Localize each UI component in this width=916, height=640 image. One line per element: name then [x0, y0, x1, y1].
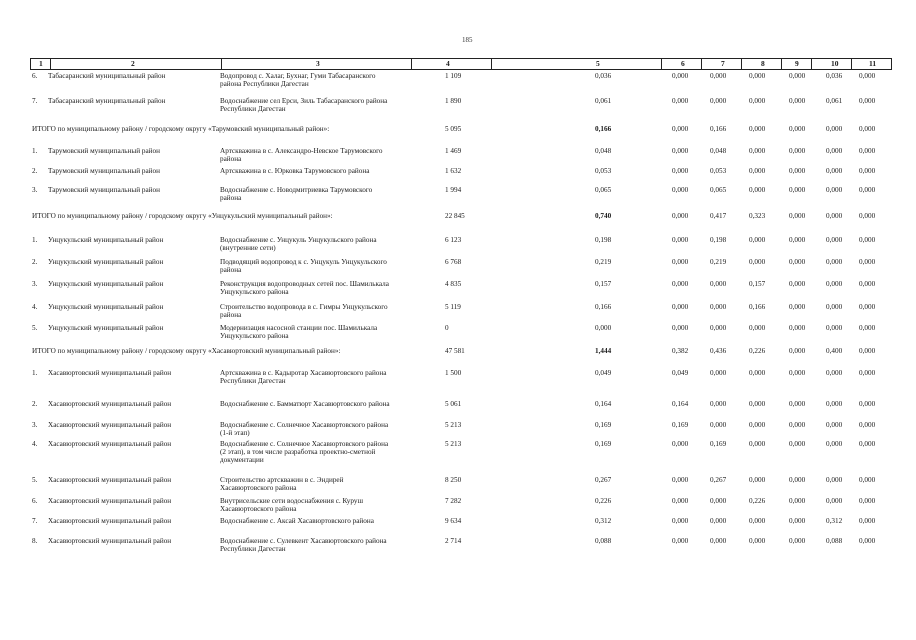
year-value-cell: 0,000	[859, 147, 876, 155]
year-value-cell: 0,000	[789, 72, 806, 80]
year-value-cell: 0,166	[749, 303, 766, 311]
year-value-cell: 0,000	[859, 497, 876, 505]
header-cell: 6	[681, 59, 685, 68]
year-value-cell: 0,169	[672, 421, 689, 429]
object-cell: Артскважина в с. Юрковка Тарумовского района	[220, 167, 370, 175]
year-value-cell: 0,436	[710, 347, 727, 355]
year-value-cell: 0,000	[672, 258, 689, 266]
population-cell: 6 768	[445, 258, 462, 266]
population-cell: 1 632	[445, 167, 462, 175]
year-value-cell: 0,323	[749, 212, 766, 220]
year-value-cell: 0,000	[826, 236, 843, 244]
row-number: 7.	[32, 97, 38, 105]
row-number: 5.	[32, 324, 38, 332]
year-value-cell: 0,000	[710, 369, 727, 377]
total-cell: 0,312	[595, 517, 612, 525]
object-cell: Водоснабжение с. Унцукуль Унцукульского района (внутренние сети)	[220, 236, 377, 252]
year-value-cell: 0,000	[826, 303, 843, 311]
year-value-cell: 0,417	[710, 212, 727, 220]
year-value-cell: 0,000	[749, 517, 766, 525]
year-value-cell: 0,000	[789, 236, 806, 244]
population-cell: 1 500	[445, 369, 462, 377]
year-value-cell: 0,000	[859, 347, 876, 355]
district-cell: Хасавюртовский муниципальный район	[48, 400, 172, 408]
year-value-cell: 0,061	[826, 97, 843, 105]
page-number: 185	[462, 36, 473, 44]
row-number: 5.	[32, 476, 38, 484]
year-value-cell: 0,000	[789, 537, 806, 545]
year-value-cell: 0,000	[672, 97, 689, 105]
year-value-cell: 0,000	[789, 212, 806, 220]
population-cell: 2 714	[445, 537, 462, 545]
population-cell: 5 119	[445, 303, 461, 311]
row-number: 2.	[32, 258, 38, 266]
total-cell: 0,088	[595, 537, 612, 545]
year-value-cell: 0,000	[789, 369, 806, 377]
year-value-cell: 0,000	[672, 497, 689, 505]
population-cell: 1 994	[445, 186, 462, 194]
row-number: 3.	[32, 421, 38, 429]
population-cell: 22 845	[445, 212, 465, 220]
total-cell: 0,049	[595, 369, 612, 377]
district-cell: Тарумовский муниципальный район	[48, 186, 160, 194]
year-value-cell: 0,000	[859, 280, 876, 288]
district-cell: Табасаранский муниципальный район	[48, 72, 166, 80]
year-value-cell: 0,000	[710, 303, 727, 311]
year-value-cell: 0,000	[826, 324, 843, 332]
year-value-cell: 0,000	[859, 400, 876, 408]
header-cell: 5	[596, 59, 600, 68]
total-cell: 0,061	[595, 97, 612, 105]
year-value-cell: 0,000	[672, 186, 689, 194]
total-cell: 0,036	[595, 72, 612, 80]
row-number: 6.	[32, 72, 38, 80]
year-value-cell: 0,000	[710, 324, 727, 332]
year-value-cell: 0,000	[672, 280, 689, 288]
year-value-cell: 0,048	[710, 147, 727, 155]
header-cell: 2	[131, 59, 135, 68]
year-value-cell: 0,000	[749, 258, 766, 266]
year-value-cell: 0,000	[749, 97, 766, 105]
year-value-cell: 0,000	[789, 517, 806, 525]
year-value-cell: 0,000	[859, 97, 876, 105]
year-value-cell: 0,000	[789, 476, 806, 484]
year-value-cell: 0,000	[826, 167, 843, 175]
total-label: ИТОГО по муниципальному району / городскому округу «Тарумовский муниципальный район»:	[32, 125, 330, 133]
year-value-cell: 0,036	[826, 72, 843, 80]
year-value-cell: 0,000	[826, 497, 843, 505]
district-cell: Унцукульский муниципальный район	[48, 280, 164, 288]
total-label: ИТОГО по муниципальному району / городскому округу «Хасавюртовский муниципальный район»:	[32, 347, 341, 355]
table-header	[30, 58, 892, 70]
year-value-cell: 0,000	[789, 421, 806, 429]
year-value-cell: 0,000	[789, 324, 806, 332]
row-number: 7.	[32, 517, 38, 525]
year-value-cell: 0,000	[859, 476, 876, 484]
year-value-cell: 0,000	[826, 125, 843, 133]
year-value-cell: 0,000	[859, 212, 876, 220]
object-cell: Водоснабжение с. Аксай Хасавюртовского района	[220, 517, 374, 525]
district-cell: Табасаранский муниципальный район	[48, 97, 166, 105]
year-value-cell: 0,000	[789, 97, 806, 105]
header-cell: 8	[761, 59, 765, 68]
year-value-cell: 0,000	[749, 167, 766, 175]
year-value-cell: 0,000	[672, 125, 689, 133]
row-number: 2.	[32, 167, 38, 175]
year-value-cell: 0,000	[826, 421, 843, 429]
population-cell: 5 213	[445, 440, 462, 448]
year-value-cell: 0,000	[859, 167, 876, 175]
year-value-cell: 0,000	[710, 400, 727, 408]
total-cell: 0,198	[595, 236, 612, 244]
total-cell: 0,166	[595, 125, 612, 133]
district-cell: Тарумовский муниципальный район	[48, 147, 160, 155]
year-value-cell: 0,000	[749, 440, 766, 448]
total-cell: 0,048	[595, 147, 612, 155]
year-value-cell: 0,000	[672, 303, 689, 311]
year-value-cell: 0,000	[859, 72, 876, 80]
object-cell: Артскважина в с. Кадыротар Хасавюртовского района Республики Дагестан	[220, 369, 387, 385]
year-value-cell: 0,000	[789, 280, 806, 288]
year-value-cell: 0,000	[672, 167, 689, 175]
population-cell: 5 095	[445, 125, 462, 133]
row-number: 3.	[32, 186, 38, 194]
header-cell: 10	[831, 59, 839, 68]
year-value-cell: 0,000	[859, 303, 876, 311]
year-value-cell: 0,000	[710, 421, 727, 429]
year-value-cell: 0,000	[859, 186, 876, 194]
year-value-cell: 0,000	[826, 476, 843, 484]
year-value-cell: 0,000	[826, 280, 843, 288]
year-value-cell: 0,000	[672, 72, 689, 80]
total-cell: 0,169	[595, 440, 612, 448]
year-value-cell: 0,000	[710, 497, 727, 505]
population-cell: 47 581	[445, 347, 465, 355]
year-value-cell: 0,000	[826, 400, 843, 408]
population-cell: 0	[445, 324, 449, 332]
population-cell: 9 634	[445, 517, 462, 525]
object-cell: Модернизация насосной станции пос. Шамилькала Унцукульского района	[220, 324, 378, 340]
year-value-cell: 0,000	[749, 400, 766, 408]
year-value-cell: 0,000	[672, 324, 689, 332]
district-cell: Хасавюртовский муниципальный район	[48, 497, 172, 505]
year-value-cell: 0,226	[749, 347, 766, 355]
year-value-cell: 0,000	[749, 476, 766, 484]
population-cell: 5 213	[445, 421, 462, 429]
year-value-cell: 0,000	[826, 258, 843, 266]
total-cell: 1,444	[595, 347, 612, 355]
total-cell: 0,226	[595, 497, 612, 505]
year-value-cell: 0,000	[859, 440, 876, 448]
population-cell: 6 123	[445, 236, 462, 244]
year-value-cell: 0,000	[826, 440, 843, 448]
object-cell: Водопровод с. Халаг, Бухнаг, Гуми Табасаранского района Республики Дагестан	[220, 72, 376, 88]
year-value-cell: 0,000	[789, 186, 806, 194]
total-cell: 0,267	[595, 476, 612, 484]
year-value-cell: 0,000	[749, 369, 766, 377]
object-cell: Внутрисельские сети водоснабжения с. Куруш Хасавюртовского района	[220, 497, 363, 513]
object-cell: Водоснабжение с. Новодмитриевка Тарумовского района	[220, 186, 373, 202]
year-value-cell: 0,382	[672, 347, 689, 355]
row-number: 6.	[32, 497, 38, 505]
total-cell: 0,169	[595, 421, 612, 429]
district-cell: Унцукульский муниципальный район	[48, 303, 164, 311]
total-cell: 0,157	[595, 280, 612, 288]
year-value-cell: 0,000	[749, 421, 766, 429]
total-cell: 0,740	[595, 212, 612, 220]
district-cell: Хасавюртовский муниципальный район	[48, 476, 172, 484]
year-value-cell: 0,000	[859, 517, 876, 525]
year-value-cell: 0,000	[672, 212, 689, 220]
year-value-cell: 0,053	[710, 167, 727, 175]
population-cell: 5 061	[445, 400, 462, 408]
year-value-cell: 0,000	[672, 537, 689, 545]
district-cell: Хасавюртовский муниципальный район	[48, 537, 172, 545]
year-value-cell: 0,267	[710, 476, 727, 484]
year-value-cell: 0,000	[710, 97, 727, 105]
year-value-cell: 0,000	[859, 324, 876, 332]
object-cell: Строительство артскважин в с. Эндирей Хасавюртовского района	[220, 476, 344, 492]
row-number: 8.	[32, 537, 38, 545]
year-value-cell: 0,000	[859, 236, 876, 244]
year-value-cell: 0,000	[749, 324, 766, 332]
population-cell: 1 469	[445, 147, 462, 155]
row-number: 2.	[32, 400, 38, 408]
year-value-cell: 0,000	[789, 497, 806, 505]
year-value-cell: 0,000	[710, 517, 727, 525]
year-value-cell: 0,000	[789, 347, 806, 355]
header-cell: 9	[795, 59, 799, 68]
year-value-cell: 0,169	[710, 440, 727, 448]
total-cell: 0,000	[595, 324, 612, 332]
year-value-cell: 0,000	[826, 147, 843, 155]
row-number: 4.	[32, 440, 38, 448]
year-value-cell: 0,164	[672, 400, 689, 408]
year-value-cell: 0,000	[749, 537, 766, 545]
total-label: ИТОГО по муниципальному району / городскому округу «Унцукульский муниципальный район»:	[32, 212, 333, 220]
population-cell: 7 282	[445, 497, 462, 505]
year-value-cell: 0,000	[789, 303, 806, 311]
year-value-cell: 0,000	[789, 258, 806, 266]
population-cell: 4 835	[445, 280, 462, 288]
district-cell: Хасавюртовский муниципальный район	[48, 421, 172, 429]
year-value-cell: 0,400	[826, 347, 843, 355]
year-value-cell: 0,000	[749, 125, 766, 133]
year-value-cell: 0,000	[789, 400, 806, 408]
year-value-cell: 0,000	[672, 440, 689, 448]
row-number: 1.	[32, 369, 38, 377]
year-value-cell: 0,000	[672, 236, 689, 244]
district-cell: Тарумовский муниципальный район	[48, 167, 160, 175]
total-cell: 0,166	[595, 303, 612, 311]
year-value-cell: 0,000	[749, 147, 766, 155]
year-value-cell: 0,000	[710, 280, 727, 288]
district-cell: Хасавюртовский муниципальный район	[48, 369, 172, 377]
year-value-cell: 0,000	[859, 125, 876, 133]
district-cell: Хасавюртовский муниципальный район	[48, 517, 172, 525]
year-value-cell: 0,000	[789, 147, 806, 155]
object-cell: Строительство водопровода в с. Гимры Унцукульского района	[220, 303, 388, 319]
total-cell: 0,065	[595, 186, 612, 194]
object-cell: Подводящий водопровод к с. Унцукуль Унцукульского района	[220, 258, 387, 274]
header-cell: 3	[316, 59, 320, 68]
year-value-cell: 0,000	[672, 476, 689, 484]
year-value-cell: 0,226	[749, 497, 766, 505]
year-value-cell: 0,157	[749, 280, 766, 288]
year-value-cell: 0,000	[789, 440, 806, 448]
year-value-cell: 0,088	[826, 537, 843, 545]
header-cell: 1	[39, 59, 43, 68]
year-value-cell: 0,000	[826, 212, 843, 220]
row-number: 1.	[32, 147, 38, 155]
row-number: 3.	[32, 280, 38, 288]
header-cell: 7	[721, 59, 725, 68]
district-cell: Хасавюртовский муниципальный район	[48, 440, 172, 448]
year-value-cell: 0,065	[710, 186, 727, 194]
year-value-cell: 0,049	[672, 369, 689, 377]
row-number: 1.	[32, 236, 38, 244]
year-value-cell: 0,000	[710, 537, 727, 545]
year-value-cell: 0,000	[749, 72, 766, 80]
district-cell: Унцукульский муниципальный район	[48, 258, 164, 266]
year-value-cell: 0,000	[789, 167, 806, 175]
object-cell: Водоснабжение с. Солнечное Хасавюртовского района (2 этап), в том числе разработка проектно-сметной документации	[220, 440, 389, 464]
year-value-cell: 0,219	[710, 258, 727, 266]
object-cell: Водоснабжение сел Ерси, Зиль Табасаранского района Республики Дагестан	[220, 97, 388, 113]
object-cell: Водоснабжение с. Солнечное Хасавюртовского района (1-й этап)	[220, 421, 389, 437]
year-value-cell: 0,198	[710, 236, 727, 244]
year-value-cell: 0,000	[826, 369, 843, 377]
year-value-cell: 0,000	[859, 258, 876, 266]
year-value-cell: 0,000	[789, 125, 806, 133]
year-value-cell: 0,000	[859, 369, 876, 377]
year-value-cell: 0,000	[749, 236, 766, 244]
year-value-cell: 0,000	[859, 421, 876, 429]
object-cell: Реконструкция водопроводных сетей пос. Шамилькала Унцукульского района	[220, 280, 389, 296]
population-cell: 8 250	[445, 476, 462, 484]
year-value-cell: 0,000	[672, 517, 689, 525]
district-cell: Унцукульский муниципальный район	[48, 324, 164, 332]
year-value-cell: 0,000	[710, 72, 727, 80]
year-value-cell: 0,000	[826, 186, 843, 194]
population-cell: 1 109	[445, 72, 462, 80]
population-cell: 1 890	[445, 97, 462, 105]
total-cell: 0,219	[595, 258, 612, 266]
total-cell: 0,164	[595, 400, 612, 408]
year-value-cell: 0,000	[859, 537, 876, 545]
total-cell: 0,053	[595, 167, 612, 175]
object-cell: Водоснабжение с. Сулевкент Хасавюртовского района Республики Дагестан	[220, 537, 387, 553]
object-cell: Артскважина в с. Александро-Невское Тарумовского района	[220, 147, 383, 163]
header-cell: 4	[446, 59, 450, 68]
year-value-cell: 0,000	[749, 186, 766, 194]
year-value-cell: 0,166	[710, 125, 727, 133]
district-cell: Унцукульский муниципальный район	[48, 236, 164, 244]
year-value-cell: 0,312	[826, 517, 843, 525]
row-number: 4.	[32, 303, 38, 311]
object-cell: Водоснабжение с. Бамматюрт Хасавюртовского района	[220, 400, 390, 408]
header-cell: 11	[869, 59, 877, 68]
year-value-cell: 0,000	[672, 147, 689, 155]
